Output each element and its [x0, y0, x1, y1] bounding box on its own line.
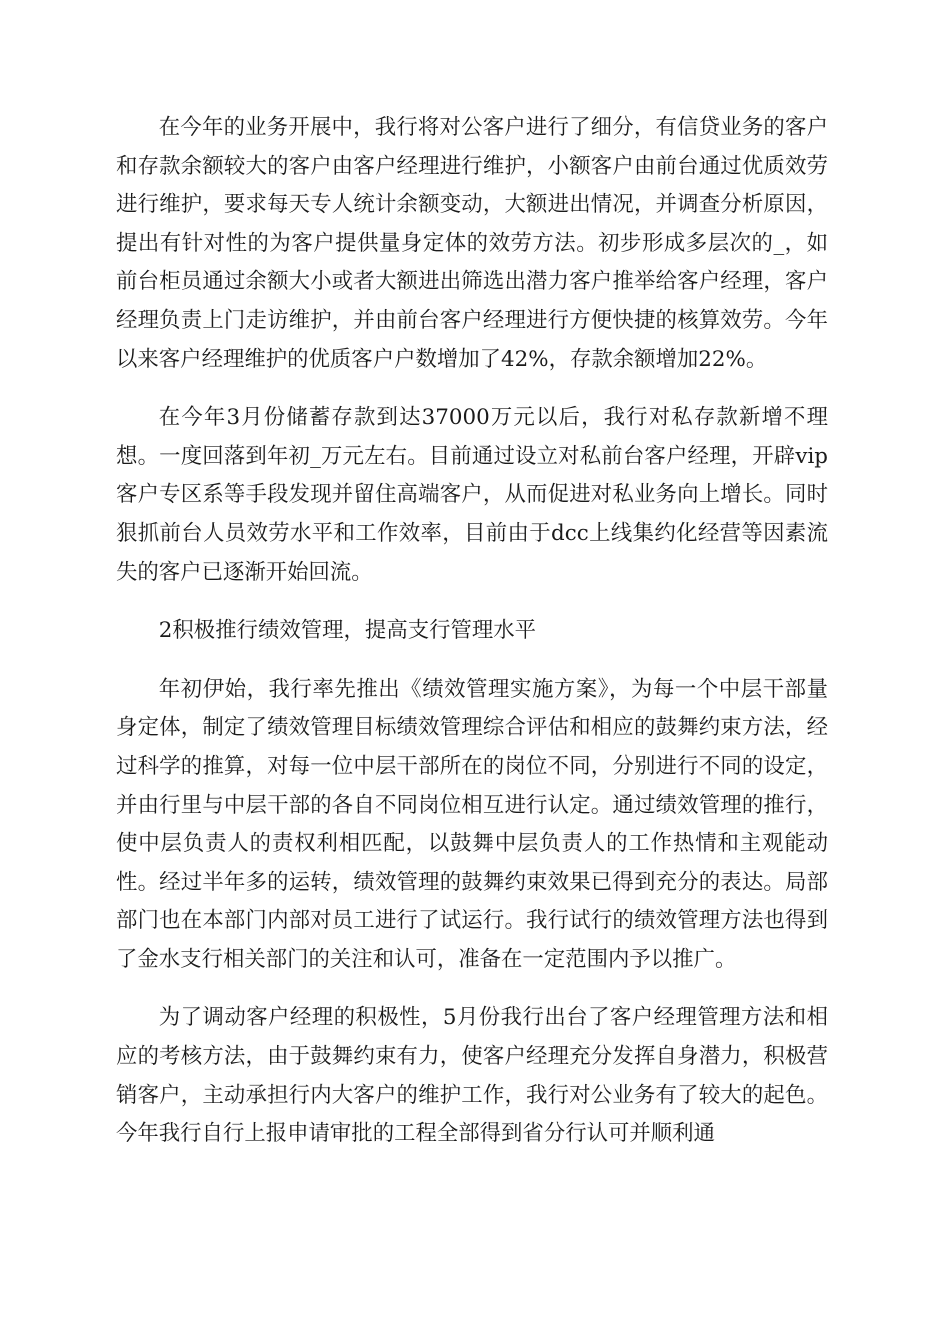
paragraph-personal-deposits: 在今年3月份储蓄存款到达37000万元以后，我行对私存款新增不理想。一度回落到年初_万元左右。目前通过设立对私前台客户经理，开辟vip客户专区系等手段发现并留住高端客户，从而促进对私业务向上增长。同时狠抓前台人员效劳水平和工作效率，目前由于dcc上线集约化经营等因素流失的客户已逐渐开始回流。	[116, 405, 828, 585]
paragraph-corporate-clients: 在今年的业务开展中，我行将对公客户进行了细分，有信贷业务的客户和存款余额较大的客户由客户经理进行维护，小额客户由前台通过优质效劳进行维护，要求每天专人统计余额变动，大额进出情况，并调查分析原因，提出有针对性的为客户提供量身定体的效劳方法。初步形成多层次的_，如前台柜员通过余额大小或者大额进出筛选出潜力客户推举给客户经理，客户经理负责上门走访维护，并由前台客户经理进行方便快捷的核算效劳。今年以来客户经理维护的优质客户户数增加了42%，存款余额增加22%。	[116, 115, 828, 372]
paragraph-performance-management: 年初伊始，我行率先推出《绩效管理实施方案》，为每一个中层干部量身定体，制定了绩效管理目标绩效管理综合评估和相应的鼓舞约束方法，经过科学的推算，对每一位中层干部所在的岗位不同，分别进行不同的设定，并由行里与中层干部的各自不同岗位相互进行认定。通过绩效管理的推行，使中层负责人的责权利相匹配，以鼓舞中层负责人的工作热情和主观能动性。经过半年多的运转，绩效管理的鼓舞约束效果已得到充分的表达。局部部门也在本部门内部对员工进行了试运行。我行试行的绩效管理方法也得到了金水支行相关部门的关注和认可，准备在一定范围内予以推广。	[116, 676, 828, 972]
section-heading: 2积极推行绩效管理，提高支行管理水平	[158, 618, 537, 644]
document-page	[116, 109, 828, 1174]
paragraph-account-manager-incentives: 为了调动客户经理的积极性，5月份我行出台了客户经理管理方法和相应的考核方法，由于鼓舞约束有力，使客户经理充分发挥自身潜力，积极营销客户，主动承担行内大客户的维护工作，我行对公业务有了较大的起色。今年我行自行上报申请审批的工程全部得到省分行认可并顺利通	[116, 1005, 828, 1147]
